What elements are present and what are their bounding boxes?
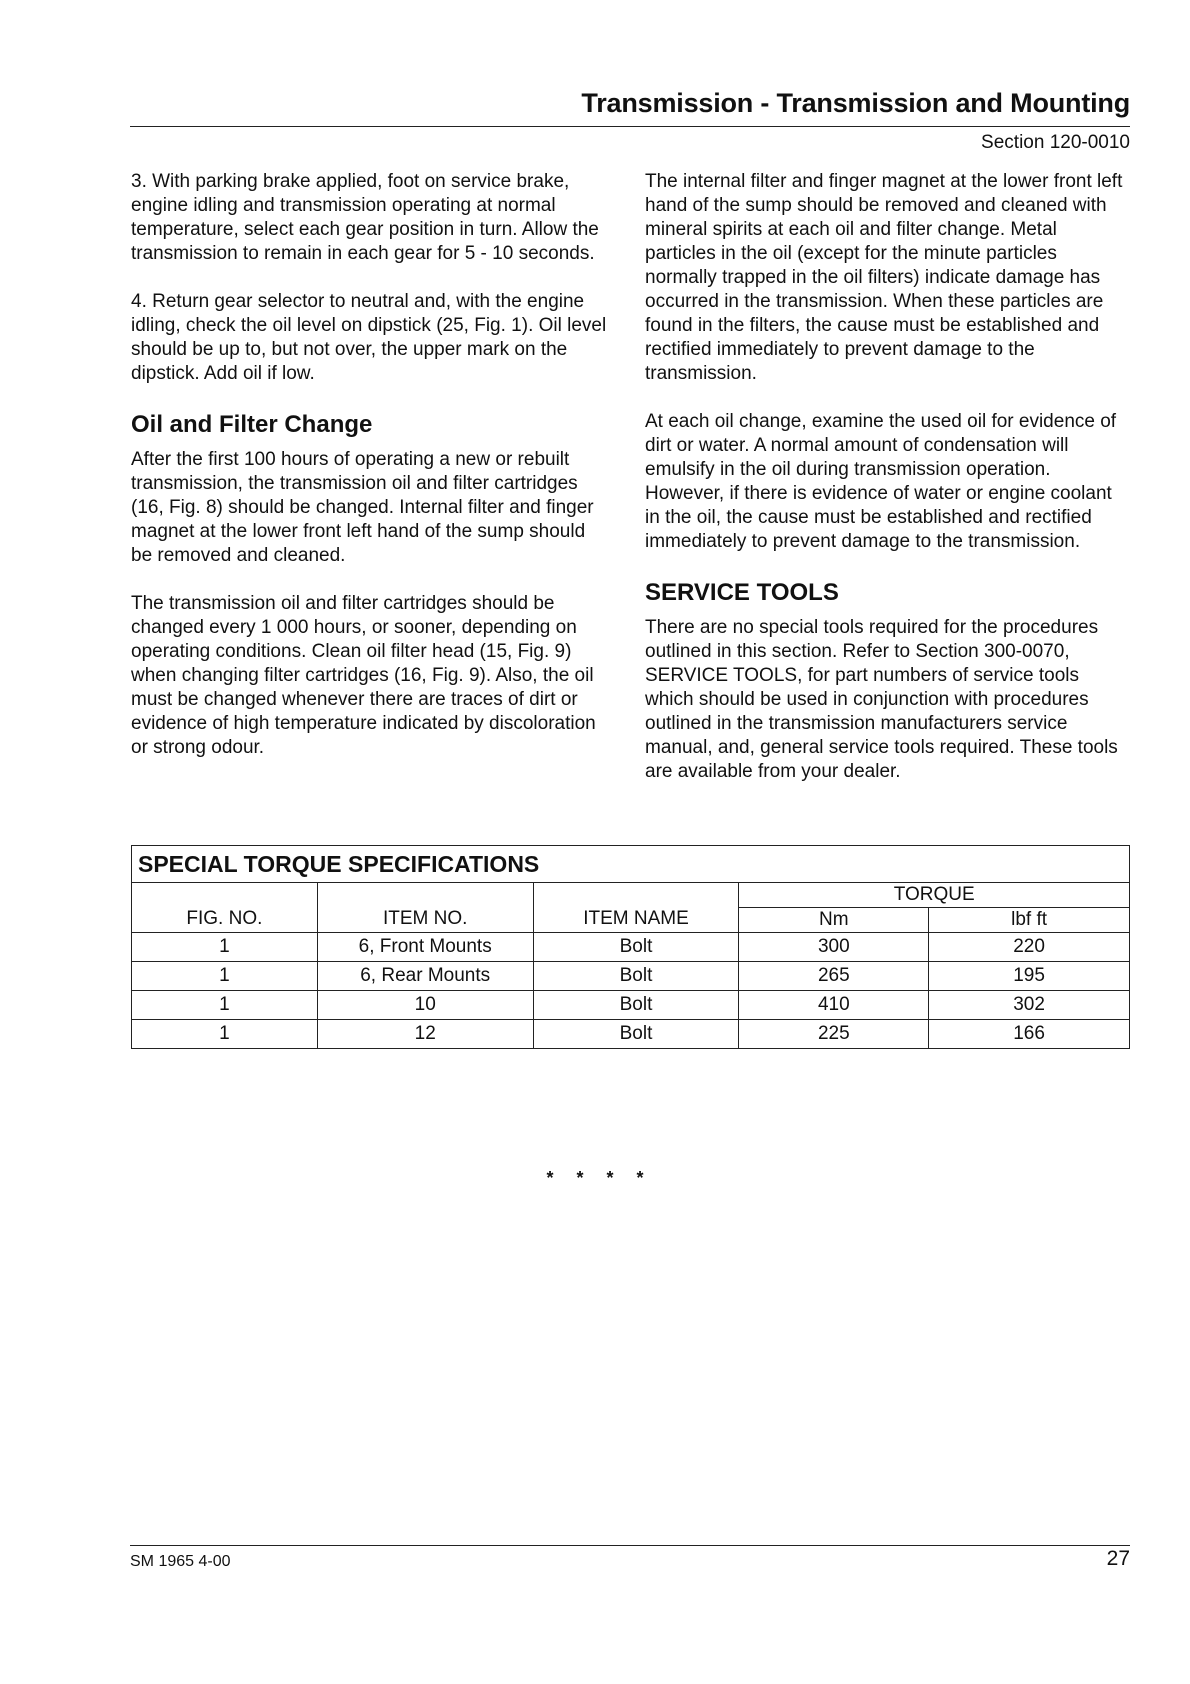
lbf-cell: 195 [929,962,1130,991]
fig-cell: 1 [132,933,318,962]
item-cell: 6, Rear Mounts [317,962,533,991]
table-row [132,1020,1130,1049]
step-4-paragraph: 4. Return gear selector to neutral and, with the engine idling, check the oil level on dipstick (25, Fig. 1). Oil level should be up to, but not over, the upper mark on the dipstick. Add oil if low. [131,291,607,384]
name-cell: Bolt [533,962,739,991]
name-cell: Bolt [533,1020,739,1049]
fig-cell: 1 [132,962,318,991]
lbf-cell: 302 [929,991,1130,1020]
oil-filter-change-heading: Oil and Filter Change [131,411,373,438]
first-change-paragraph: After the first 100 hours of operating a new or rebuilt transmission, the transmission oil and filter cartridges (16, Fig. 8) should be changed. Internal filter and finger magnet at the lower front left hand of the sump should be removed and cleaned. [131,449,594,566]
header-lbf-ft: lbf ft [929,908,1130,933]
oil-examination-paragraph: At each oil change, examine the used oil for evidence of dirt or water. A normal amount of condensation will emulsify in the oil during transmission operation. However, if there is evidence of water or engine coolant in the oil, the cause must be established and rectified immediately to prevent damage to the transmission. [645,411,1117,552]
right-column [645,170,1125,808]
footer-document-code: SM 1965 4-00 [130,1553,231,1570]
end-of-section-mark: * * * * [546,1168,644,1188]
item-cell: 6, Front Mounts [317,933,533,962]
header-nm: Nm [739,908,929,933]
lbf-cell: 220 [929,933,1130,962]
name-cell: Bolt [533,991,739,1020]
table-row [132,933,1130,962]
section-number: Section 120-0010 [981,132,1130,153]
fig-cell: 1 [132,991,318,1020]
step-3-paragraph: 3. With parking brake applied, foot on service brake, engine idling and transmission operating at normal temperature, select each gear position in turn. Allow the transmission to remain in each gear for 5 - 10 seconds. [131,171,599,264]
nm-cell: 265 [739,962,929,991]
footer-divider [130,1545,1130,1546]
header-fig-no: FIG. NO. [132,883,318,933]
fig-cell: 1 [132,1020,318,1049]
table-row [132,962,1130,991]
table-row [132,991,1130,1020]
page-title: Transmission - Transmission and Mounting [581,88,1130,118]
torque-spec-table [131,845,1130,1049]
item-cell: 12 [317,1020,533,1049]
lbf-cell: 166 [929,1020,1130,1049]
service-tools-heading: SERVICE TOOLS [645,579,839,606]
nm-cell: 225 [739,1020,929,1049]
page-number: 27 [1106,1547,1130,1570]
torque-table-title: SPECIAL TORQUE SPECIFICATIONS [132,846,1130,883]
item-cell: 10 [317,991,533,1020]
service-tools-paragraph: There are no special tools required for the procedures outlined in this section. Refer to Section 300-0070, SERVICE TOOLS, for part numbers of service tools which should be used in conjunction with procedures outlined in the transmission manufacturers service manual, and, general service tools required. These tools are available from your dealer. [645,617,1118,782]
header-item-name: ITEM NAME [533,883,739,933]
filter-cleaning-paragraph: The internal filter and finger magnet at the lower front left hand of the sump should be removed and cleaned with mineral spirits at each oil and filter change. Metal particles in the oil (except for the minute particles normally trapped in the oil filters) indicate damage has occurred in the transmission. When these particles are found in the filters, the cause must be established and rectified immediately to prevent damage to the transmission. [645,171,1123,384]
header-torque: TORQUE [739,883,1130,908]
nm-cell: 410 [739,991,929,1020]
left-column [131,170,611,784]
header-item-no: ITEM NO. [317,883,533,933]
nm-cell: 300 [739,933,929,962]
title-divider [130,126,1130,127]
name-cell: Bolt [533,933,739,962]
change-interval-paragraph: The transmission oil and filter cartridges should be changed every 1 000 hours, or sooner, depending on operating conditions. Clean oil filter head (15, Fig. 9) when changing filter cartridges (16, Fig. 9). Also, the oil must be changed whenever there are traces of dirt or evidence of high temperature indicated by discoloration or strong odour. [131,593,596,758]
